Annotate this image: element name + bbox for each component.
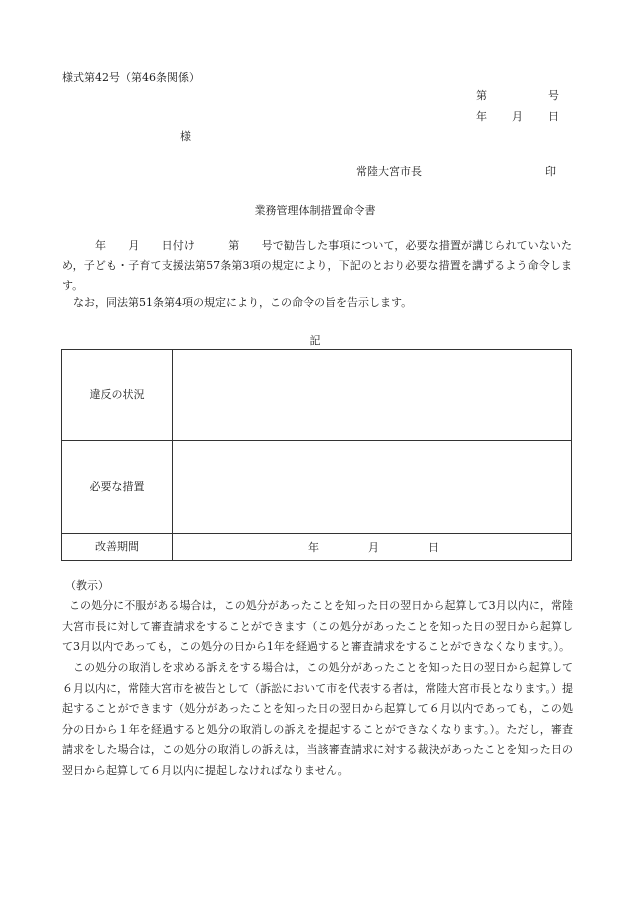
form-number: 様式第42号（第46条関係） <box>62 71 200 84</box>
date-year: 年 <box>476 110 487 123</box>
table-row <box>62 441 572 534</box>
violation-content <box>173 350 572 441</box>
measures-content <box>173 441 572 534</box>
notice-heading: （教示） <box>65 579 109 592</box>
date-day: 日 <box>548 110 559 123</box>
table-row <box>62 534 572 561</box>
body-paragraph-2: なお，同法第51条第4項の規定により，この命令の旨を告示します。 <box>73 296 413 309</box>
document-title: 業務管理体制措置命令書 <box>254 204 376 217</box>
body-paragraph-1: 年 月 日付け 第 号で勧告した事項について，必要な措置が講じられていないため，子ども・子育て支援法第57条第3項の規定により，下記のとおり必要な措置を講ずるよう命令します。 <box>62 239 572 292</box>
period-day: 日 <box>428 541 439 554</box>
date-month: 月 <box>512 110 523 123</box>
measures-table <box>61 349 572 561</box>
issuer: 常陸大宮市長 <box>356 165 422 178</box>
seal-mark: 印 <box>545 165 556 178</box>
violation-label: 違反の状況 <box>62 350 173 441</box>
notice-paragraph-2: この処分の取消しを求める訴えをする場合は，この処分があったことを知った日の翌日から起算して６月以内に，常陸大宮市を被告として（訴訟において市を代表する者は，常陸大宮市長となります。）提起することができます（処分があったことを知った日の翌日から起算して６月以内であっても，この処分の日から１年を経過すると処分の取消しの訴えを提起することができなくなります。）。ただし，審査請求をした場合は，この処分の取消しの訴えは，当該審査請求に対する裁決があったことを知った日の翌日から起算して６月以内に提起しなければなりません。 <box>62 661 573 777</box>
ki-heading: 記 <box>309 334 321 347</box>
document-number-suffix: 号 <box>548 89 559 102</box>
period-year: 年 <box>308 541 319 554</box>
period-label: 改善期間 <box>62 534 173 561</box>
document-number-prefix: 第 <box>476 89 487 102</box>
addressee: 様 <box>180 130 191 143</box>
measures-label: 必要な措置 <box>62 441 173 534</box>
notice-paragraph-1: この処分に不服がある場合は，この処分があったことを知った日の翌日から起算して3月以内に，常陸大宮市長に対して審査請求をすることができます（この処分があったことを知った日の翌日から起算して3月以内であっても，この処分の日から1年を経過すると審査請求をすることができなくなります。）。 <box>62 599 573 653</box>
table-row <box>62 350 572 441</box>
period-month: 月 <box>368 541 379 554</box>
period-content <box>173 534 572 561</box>
